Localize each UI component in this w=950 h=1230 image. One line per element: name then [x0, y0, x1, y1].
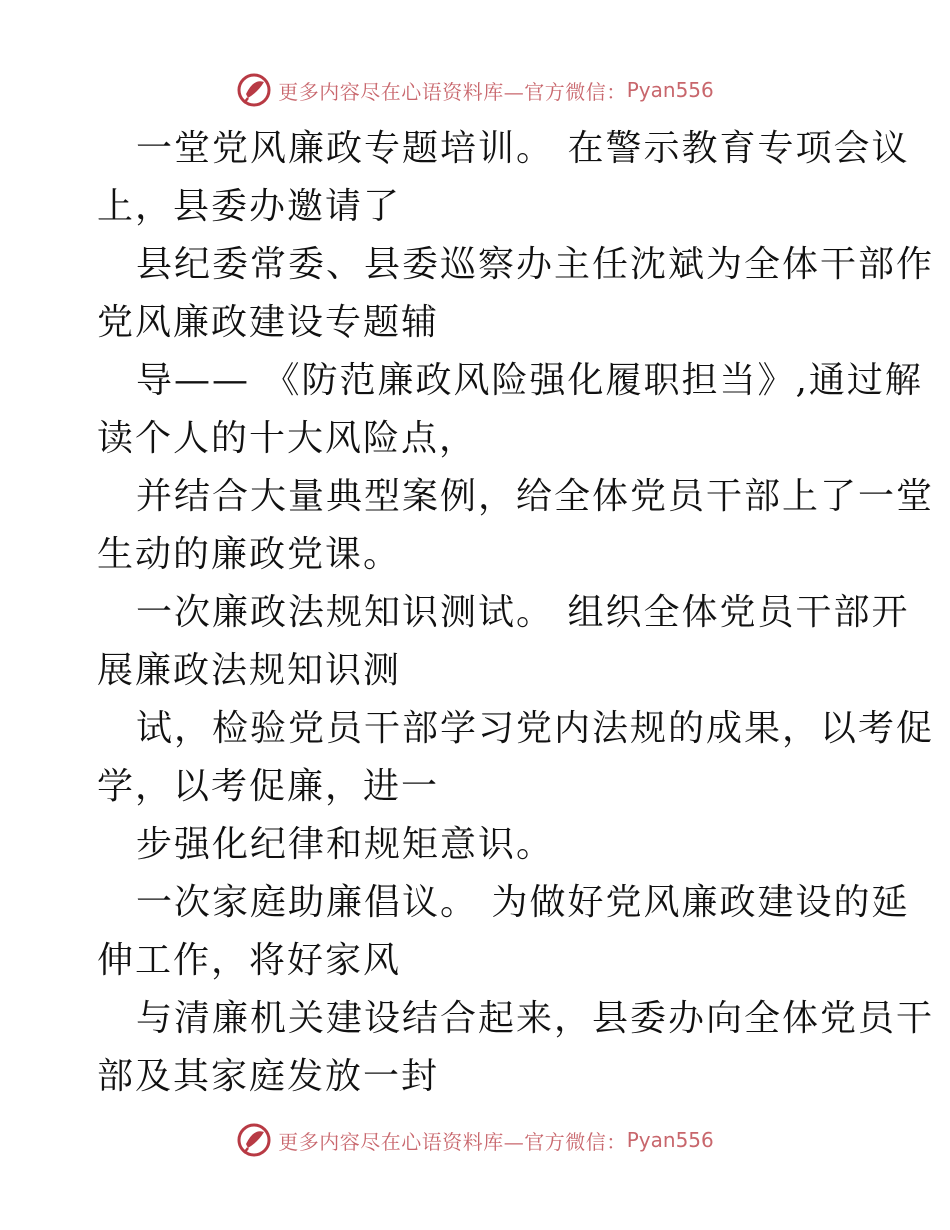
paragraph-line: 党风廉政建设专题辅	[97, 302, 440, 343]
watermark-footer	[0, 1120, 950, 1160]
paragraph	[97, 120, 910, 236]
paragraph-line: 与清廉机关建设结合起来，县委办向全体党员干	[136, 998, 935, 1039]
watermark-wechat-id: Pyan556	[626, 78, 714, 102]
watermark-wechat-id: Pyan556	[626, 1128, 714, 1152]
watermark-text: 更多内容尽在心语资料库—官方微信：	[278, 1129, 627, 1154]
paragraph	[97, 816, 857, 874]
paragraph-line: 读个人的十大风险点，	[97, 418, 478, 459]
paragraph-line: 一堂党风廉政专题培训。 在警示教育专项会议	[136, 128, 910, 169]
paragraph	[97, 990, 935, 1106]
paragraph-line: 导—— 《防范廉政风险强化履职担当》,通过解	[136, 360, 923, 401]
paragraph-line: 一次家庭助廉倡议。 为做好党风廉政建设的延	[136, 882, 910, 923]
paragraph-line: 步强化纪律和规矩意识。	[136, 824, 555, 865]
paragraph-line: 展廉政法规知识测	[97, 650, 402, 691]
paragraph-line: 一次廉政法规知识测试。 组织全体党员干部开	[136, 592, 910, 633]
paragraph	[97, 352, 923, 468]
paragraph-line: 试，检验党员干部学习党内法规的成果，以考促	[136, 708, 935, 749]
paragraph	[97, 468, 935, 584]
paragraph	[97, 874, 910, 990]
paragraph	[97, 236, 935, 352]
watermark-text: 更多内容尽在心语资料库—官方微信：	[278, 79, 627, 104]
paragraph-line: 学，以考促廉，进一	[97, 766, 440, 807]
watermark-header	[0, 70, 950, 110]
paragraph-line: 县纪委常委、县委巡察办主任沈斌为全体干部作	[136, 244, 935, 285]
paragraph-line: 上，县委办邀请了	[97, 186, 402, 227]
document-body	[97, 120, 935, 1106]
paragraph-line: 伸工作，将好家风	[97, 940, 402, 981]
paragraph-line: 并结合大量典型案例，给全体党员干部上了一堂	[136, 476, 935, 517]
paragraph	[97, 700, 935, 816]
leaf-pen-logo-icon	[236, 72, 272, 108]
paragraph-line: 生动的廉政党课。	[97, 534, 402, 575]
paragraph	[97, 584, 910, 700]
paragraph-line: 部及其家庭发放一封	[97, 1056, 440, 1097]
leaf-pen-logo-icon	[236, 1122, 272, 1158]
